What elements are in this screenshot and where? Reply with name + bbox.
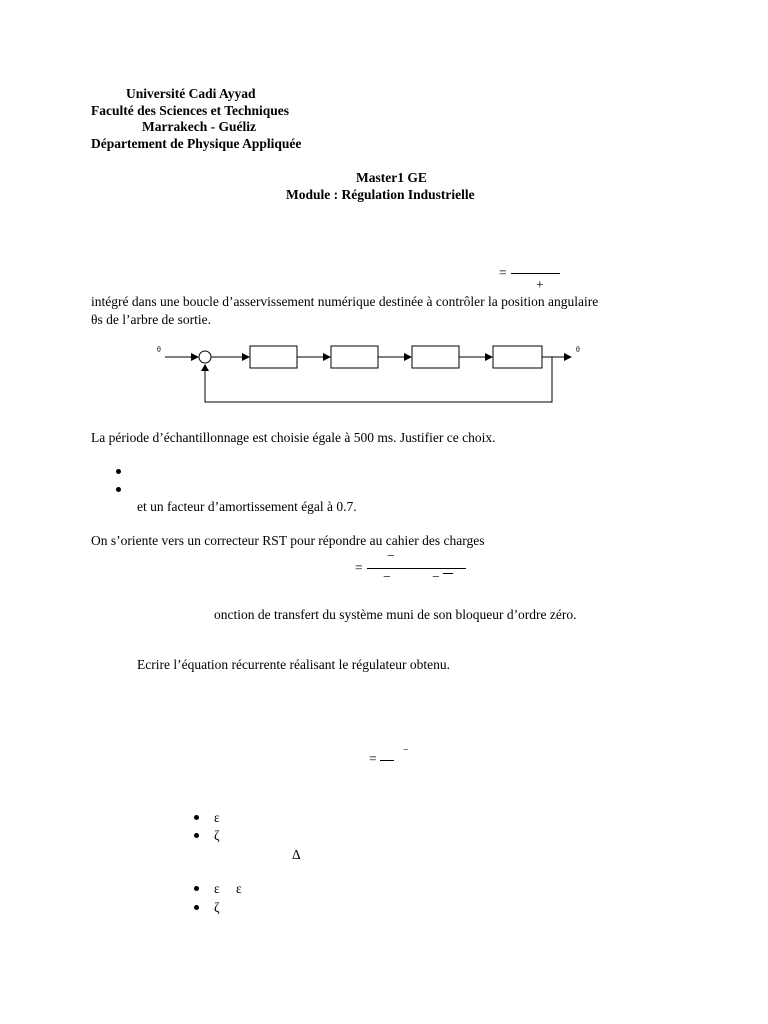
faculty-name: Faculté des Sciences et Techniques [91,103,289,118]
rst-den-minus-2: − [432,569,440,584]
city-name: Marrakech - Guéliz [142,119,256,134]
rst-underline-mark [443,573,453,574]
block-3 [412,346,459,368]
eq1-equals: = [499,265,507,280]
rst-sentence: On s’oriente vers un correcteur RST pour répondre au cahier des charges [91,533,485,548]
output-theta-label: θ [576,345,580,354]
eq1-plus: + [536,277,544,292]
bullet-6 [194,905,199,910]
bullet-1 [116,469,121,474]
module-title: Module : Régulation Industrielle [286,187,475,202]
delta-symbol: Δ [292,847,301,862]
eq3-equals: = [369,751,377,766]
epsilon-1: ε [214,810,220,825]
program-title: Master1 GE [356,170,427,185]
recurrence-sentence: Ecrire l’équation récurrente réalisant le régulateur obtenu. [137,657,450,672]
epsilon-2b: ε [236,881,242,896]
zeta-1: ζ [214,828,220,843]
university-name: Université Cadi Ayyad [126,86,256,101]
bullet-2 [116,487,121,492]
rst-equals: = [355,560,363,575]
block-4 [493,346,542,368]
intro-line-1: intégré dans une boucle d’asservissement numérique destinée à contrôler la position angulaire [91,294,599,309]
bullet-4 [194,833,199,838]
epsilon-2a: ε [214,881,220,896]
block-2 [331,346,378,368]
rst-fraction-bar [367,568,466,569]
department-name: Département de Physique Appliquée [91,136,302,151]
transfer-sentence: onction de transfert du système muni de son bloqueur d’ordre zéro. [214,607,577,622]
input-theta-label: θ [157,345,161,354]
rst-den-minus-1: − [383,569,391,584]
rst-num-minus: − [387,548,395,563]
bullet-5 [194,886,199,891]
eq3-exponent: − [403,745,409,756]
eq3-bar [380,760,394,761]
summing-junction [199,351,211,363]
intro-line-2: θs de l’arbre de sortie. [91,312,212,327]
sampling-sentence: La période d’échantillonnage est choisie égale à 500 ms. Justifier ce choix. [91,430,496,445]
block-1 [250,346,297,368]
zeta-2: ζ [214,900,220,915]
bullet-3 [194,815,199,820]
damping-text: et un facteur d’amortissement égal à 0.7. [137,499,357,514]
